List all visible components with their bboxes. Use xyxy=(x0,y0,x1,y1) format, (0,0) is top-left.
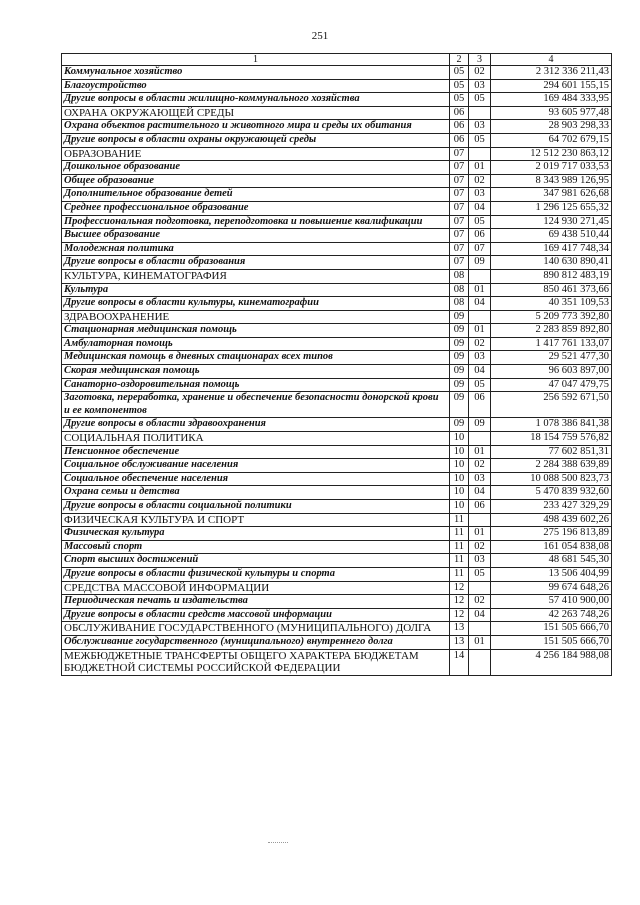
row-amount: 275 196 813,89 xyxy=(491,527,612,541)
row-section-code: 07 xyxy=(450,201,469,215)
row-amount: 850 461 373,66 xyxy=(491,283,612,297)
row-amount: 140 630 890,41 xyxy=(491,256,612,270)
row-section-code: 11 xyxy=(450,554,469,568)
row-name: Социальное обеспечение населения xyxy=(62,472,450,486)
table-row xyxy=(62,133,612,147)
table-row xyxy=(62,649,612,675)
row-subsection-code: 02 xyxy=(469,459,491,473)
row-name: Общее образование xyxy=(62,174,450,188)
row-section-code: 09 xyxy=(450,378,469,392)
table-row xyxy=(62,201,612,215)
row-amount: 47 047 479,75 xyxy=(491,378,612,392)
row-section-code: 09 xyxy=(450,337,469,351)
row-name: Охрана объектов растительного и животного мира и среды их обитания xyxy=(62,120,450,134)
row-section-code: 05 xyxy=(450,79,469,93)
row-section-code: 09 xyxy=(450,418,469,432)
row-amount: 29 521 477,30 xyxy=(491,351,612,365)
row-amount: 151 505 666,70 xyxy=(491,622,612,636)
row-name: Другие вопросы в области охраны окружающей среды xyxy=(62,133,450,147)
row-subsection-code: 01 xyxy=(469,445,491,459)
table-row xyxy=(62,486,612,500)
row-name: Профессиональная подготовка, переподготовка и повышение квалификации xyxy=(62,215,450,229)
table-row xyxy=(62,283,612,297)
table-row xyxy=(62,147,612,161)
row-name: Другие вопросы в области образования xyxy=(62,256,450,270)
row-section-code: 05 xyxy=(450,66,469,80)
row-subsection-code: 03 xyxy=(469,472,491,486)
row-subsection-code: 03 xyxy=(469,120,491,134)
row-subsection-code xyxy=(469,106,491,120)
row-subsection-code xyxy=(469,147,491,161)
row-section-code: 07 xyxy=(450,256,469,270)
row-section-code: 10 xyxy=(450,500,469,514)
budget-table xyxy=(61,53,612,676)
row-name: Благоустройство xyxy=(62,79,450,93)
table-row xyxy=(62,269,612,283)
table-row xyxy=(62,161,612,175)
row-subsection-code: 04 xyxy=(469,297,491,311)
row-amount: 256 592 671,50 xyxy=(491,392,612,418)
table-row xyxy=(62,500,612,514)
row-section-code: 11 xyxy=(450,527,469,541)
row-name: КУЛЬТУРА, КИНЕМАТОГРАФИЯ xyxy=(62,269,450,283)
table-row xyxy=(62,215,612,229)
row-section-code: 08 xyxy=(450,297,469,311)
row-subsection-code: 02 xyxy=(469,540,491,554)
table-row xyxy=(62,310,612,324)
row-amount: 1 296 125 655,32 xyxy=(491,201,612,215)
table-row xyxy=(62,93,612,107)
row-name: Другие вопросы в области культуры, кинематографии xyxy=(62,297,450,311)
row-section-code: 07 xyxy=(450,161,469,175)
table-row xyxy=(62,365,612,379)
footer-mark xyxy=(268,842,288,845)
header-col-3: 3 xyxy=(469,54,491,66)
row-name: ФИЗИЧЕСКАЯ КУЛЬТУРА И СПОРТ xyxy=(62,513,450,527)
table-row xyxy=(62,432,612,446)
row-amount: 498 439 602,26 xyxy=(491,513,612,527)
row-section-code: 14 xyxy=(450,649,469,675)
row-section-code: 09 xyxy=(450,324,469,338)
row-name: ЗДРАВООХРАНЕНИЕ xyxy=(62,310,450,324)
row-name: Пенсионное обеспечение xyxy=(62,445,450,459)
row-subsection-code: 04 xyxy=(469,201,491,215)
row-subsection-code: 05 xyxy=(469,215,491,229)
row-section-code: 06 xyxy=(450,120,469,134)
page-number: 251 xyxy=(311,30,329,42)
row-name: Другие вопросы в области средств массовой информации xyxy=(62,608,450,622)
row-subsection-code: 09 xyxy=(469,256,491,270)
row-subsection-code: 03 xyxy=(469,351,491,365)
row-amount: 57 410 900,00 xyxy=(491,595,612,609)
row-section-code: 05 xyxy=(450,93,469,107)
table-row xyxy=(62,174,612,188)
row-amount: 13 506 404,99 xyxy=(491,567,612,581)
table-row xyxy=(62,188,612,202)
row-name: Санаторно-оздоровительная помощь xyxy=(62,378,450,392)
row-name: Другие вопросы в области здравоохранения xyxy=(62,418,450,432)
row-section-code: 10 xyxy=(450,486,469,500)
row-amount: 64 702 679,15 xyxy=(491,133,612,147)
table-row xyxy=(62,120,612,134)
row-section-code: 10 xyxy=(450,472,469,486)
row-section-code: 12 xyxy=(450,595,469,609)
table-row xyxy=(62,608,612,622)
row-section-code: 11 xyxy=(450,513,469,527)
row-name: Другие вопросы в области физической культуры и спорта xyxy=(62,567,450,581)
row-section-code: 10 xyxy=(450,459,469,473)
table-row xyxy=(62,392,612,418)
row-section-code: 09 xyxy=(450,310,469,324)
row-amount: 4 256 184 988,08 xyxy=(491,649,612,675)
row-subsection-code: 01 xyxy=(469,635,491,649)
header-col-4: 4 xyxy=(491,54,612,66)
row-amount: 294 601 155,15 xyxy=(491,79,612,93)
row-subsection-code: 09 xyxy=(469,418,491,432)
row-section-code: 12 xyxy=(450,608,469,622)
header-row xyxy=(62,54,612,66)
row-name: Другие вопросы в области жилищно-коммунального хозяйства xyxy=(62,93,450,107)
row-section-code: 07 xyxy=(450,229,469,243)
row-amount: 1 417 761 133,07 xyxy=(491,337,612,351)
table-row xyxy=(62,229,612,243)
row-amount: 10 088 500 823,73 xyxy=(491,472,612,486)
row-amount: 99 674 648,26 xyxy=(491,581,612,595)
row-subsection-code: 02 xyxy=(469,174,491,188)
table-row xyxy=(62,554,612,568)
row-subsection-code: 01 xyxy=(469,283,491,297)
row-subsection-code: 04 xyxy=(469,608,491,622)
row-amount: 18 154 759 576,82 xyxy=(491,432,612,446)
row-subsection-code: 06 xyxy=(469,392,491,418)
row-subsection-code: 05 xyxy=(469,133,491,147)
row-amount: 69 438 510,44 xyxy=(491,229,612,243)
row-name: ОБСЛУЖИВАНИЕ ГОСУДАРСТВЕННОГО (МУНИЦИПАЛЬНОГО) ДОЛГА xyxy=(62,622,450,636)
row-amount: 124 930 271,45 xyxy=(491,215,612,229)
table-row xyxy=(62,622,612,636)
row-amount: 96 603 897,00 xyxy=(491,365,612,379)
row-name: Спорт высших достижений xyxy=(62,554,450,568)
row-subsection-code: 06 xyxy=(469,229,491,243)
row-subsection-code: 06 xyxy=(469,500,491,514)
row-amount: 169 484 333,95 xyxy=(491,93,612,107)
row-name: ОХРАНА ОКРУЖАЮЩЕЙ СРЕДЫ xyxy=(62,106,450,120)
row-section-code: 11 xyxy=(450,567,469,581)
row-subsection-code: 02 xyxy=(469,595,491,609)
row-subsection-code: 05 xyxy=(469,567,491,581)
row-subsection-code: 02 xyxy=(469,66,491,80)
row-section-code: 08 xyxy=(450,283,469,297)
row-amount: 2 284 388 639,89 xyxy=(491,459,612,473)
table-row xyxy=(62,351,612,365)
header-col-2: 2 xyxy=(450,54,469,66)
row-section-code: 10 xyxy=(450,445,469,459)
table-row xyxy=(62,66,612,80)
header-col-1: 1 xyxy=(62,54,450,66)
table-row xyxy=(62,337,612,351)
row-name: СРЕДСТВА МАССОВОЙ ИНФОРМАЦИИ xyxy=(62,581,450,595)
row-subsection-code xyxy=(469,310,491,324)
row-subsection-code xyxy=(469,513,491,527)
row-subsection-code: 05 xyxy=(469,378,491,392)
row-subsection-code xyxy=(469,581,491,595)
row-section-code: 06 xyxy=(450,106,469,120)
row-section-code: 09 xyxy=(450,392,469,418)
row-amount: 5 470 839 932,60 xyxy=(491,486,612,500)
row-amount: 77 602 851,31 xyxy=(491,445,612,459)
row-subsection-code: 01 xyxy=(469,527,491,541)
row-amount: 151 505 666,70 xyxy=(491,635,612,649)
row-name: Культура xyxy=(62,283,450,297)
row-section-code: 07 xyxy=(450,242,469,256)
row-name: МЕЖБЮДЖЕТНЫЕ ТРАНСФЕРТЫ ОБЩЕГО ХАРАКТЕРА БЮДЖЕТАМ БЮДЖЕТНОЙ СИСТЕМЫ РОССИЙСКОЙ ФЕДЕРАЦИИ xyxy=(62,649,450,675)
row-name: Социальное обслуживание населения xyxy=(62,459,450,473)
table-row xyxy=(62,324,612,338)
row-name: Медицинская помощь в дневных стационарах всех типов xyxy=(62,351,450,365)
row-subsection-code: 03 xyxy=(469,79,491,93)
row-name: Обслуживание государственного (муниципального) внутреннего долга xyxy=(62,635,450,649)
row-name: ОБРАЗОВАНИЕ xyxy=(62,147,450,161)
row-name: Среднее профессиональное образование xyxy=(62,201,450,215)
row-amount: 233 427 329,29 xyxy=(491,500,612,514)
row-subsection-code: 04 xyxy=(469,486,491,500)
row-name: Молодежная политика xyxy=(62,242,450,256)
row-amount: 28 903 298,33 xyxy=(491,120,612,134)
row-subsection-code xyxy=(469,649,491,675)
table-row xyxy=(62,459,612,473)
table-row xyxy=(62,527,612,541)
table-row xyxy=(62,242,612,256)
row-amount: 5 209 773 392,80 xyxy=(491,310,612,324)
row-amount: 2 312 336 211,43 xyxy=(491,66,612,80)
row-amount: 169 417 748,34 xyxy=(491,242,612,256)
row-name: Заготовка, переработка, хранение и обеспечение безопасности донорской крови и ее компонентов xyxy=(62,392,450,418)
row-name: Коммунальное хозяйство xyxy=(62,66,450,80)
row-section-code: 07 xyxy=(450,147,469,161)
row-amount: 93 605 977,48 xyxy=(491,106,612,120)
row-subsection-code: 03 xyxy=(469,188,491,202)
row-section-code: 06 xyxy=(450,133,469,147)
row-amount: 347 981 626,68 xyxy=(491,188,612,202)
row-amount: 48 681 545,30 xyxy=(491,554,612,568)
table-row xyxy=(62,79,612,93)
row-section-code: 13 xyxy=(450,622,469,636)
row-section-code: 11 xyxy=(450,540,469,554)
row-name: Другие вопросы в области социальной политики xyxy=(62,500,450,514)
row-name: Амбулаторная помощь xyxy=(62,337,450,351)
table-row xyxy=(62,635,612,649)
row-amount: 40 351 109,53 xyxy=(491,297,612,311)
table-row xyxy=(62,106,612,120)
table-row xyxy=(62,595,612,609)
row-subsection-code: 05 xyxy=(469,93,491,107)
row-subsection-code: 04 xyxy=(469,365,491,379)
row-subsection-code xyxy=(469,432,491,446)
row-amount: 42 263 748,26 xyxy=(491,608,612,622)
row-name: Дошкольное образование xyxy=(62,161,450,175)
row-subsection-code: 07 xyxy=(469,242,491,256)
row-section-code: 09 xyxy=(450,365,469,379)
table-header xyxy=(62,54,612,66)
row-amount: 890 812 483,19 xyxy=(491,269,612,283)
row-name: СОЦИАЛЬНАЯ ПОЛИТИКА xyxy=(62,432,450,446)
table-row xyxy=(62,567,612,581)
table-body xyxy=(62,66,612,676)
row-subsection-code: 02 xyxy=(469,337,491,351)
row-section-code: 08 xyxy=(450,269,469,283)
row-amount: 1 078 386 841,38 xyxy=(491,418,612,432)
table-row xyxy=(62,513,612,527)
row-amount: 2 283 859 892,80 xyxy=(491,324,612,338)
row-amount: 2 019 717 033,53 xyxy=(491,161,612,175)
row-subsection-code: 01 xyxy=(469,161,491,175)
row-subsection-code: 01 xyxy=(469,324,491,338)
row-section-code: 07 xyxy=(450,174,469,188)
row-subsection-code xyxy=(469,269,491,283)
row-amount: 8 343 989 126,95 xyxy=(491,174,612,188)
row-subsection-code: 03 xyxy=(469,554,491,568)
table-row xyxy=(62,472,612,486)
row-amount: 161 054 838,08 xyxy=(491,540,612,554)
row-name: Высшее образование xyxy=(62,229,450,243)
row-name: Охрана семьи и детства xyxy=(62,486,450,500)
row-section-code: 07 xyxy=(450,188,469,202)
row-section-code: 12 xyxy=(450,581,469,595)
table-row xyxy=(62,540,612,554)
table-row xyxy=(62,378,612,392)
table-row xyxy=(62,445,612,459)
row-section-code: 07 xyxy=(450,215,469,229)
row-name: Стационарная медицинская помощь xyxy=(62,324,450,338)
row-name: Массовый спорт xyxy=(62,540,450,554)
table-row xyxy=(62,581,612,595)
row-subsection-code xyxy=(469,622,491,636)
row-name: Скорая медицинская помощь xyxy=(62,365,450,379)
table-row xyxy=(62,256,612,270)
row-name: Физическая культура xyxy=(62,527,450,541)
row-section-code: 13 xyxy=(450,635,469,649)
row-name: Периодическая печать и издательства xyxy=(62,595,450,609)
table-row xyxy=(62,418,612,432)
row-name: Дополнительное образование детей xyxy=(62,188,450,202)
row-amount: 12 512 230 863,12 xyxy=(491,147,612,161)
row-section-code: 10 xyxy=(450,432,469,446)
row-section-code: 09 xyxy=(450,351,469,365)
table-row xyxy=(62,297,612,311)
